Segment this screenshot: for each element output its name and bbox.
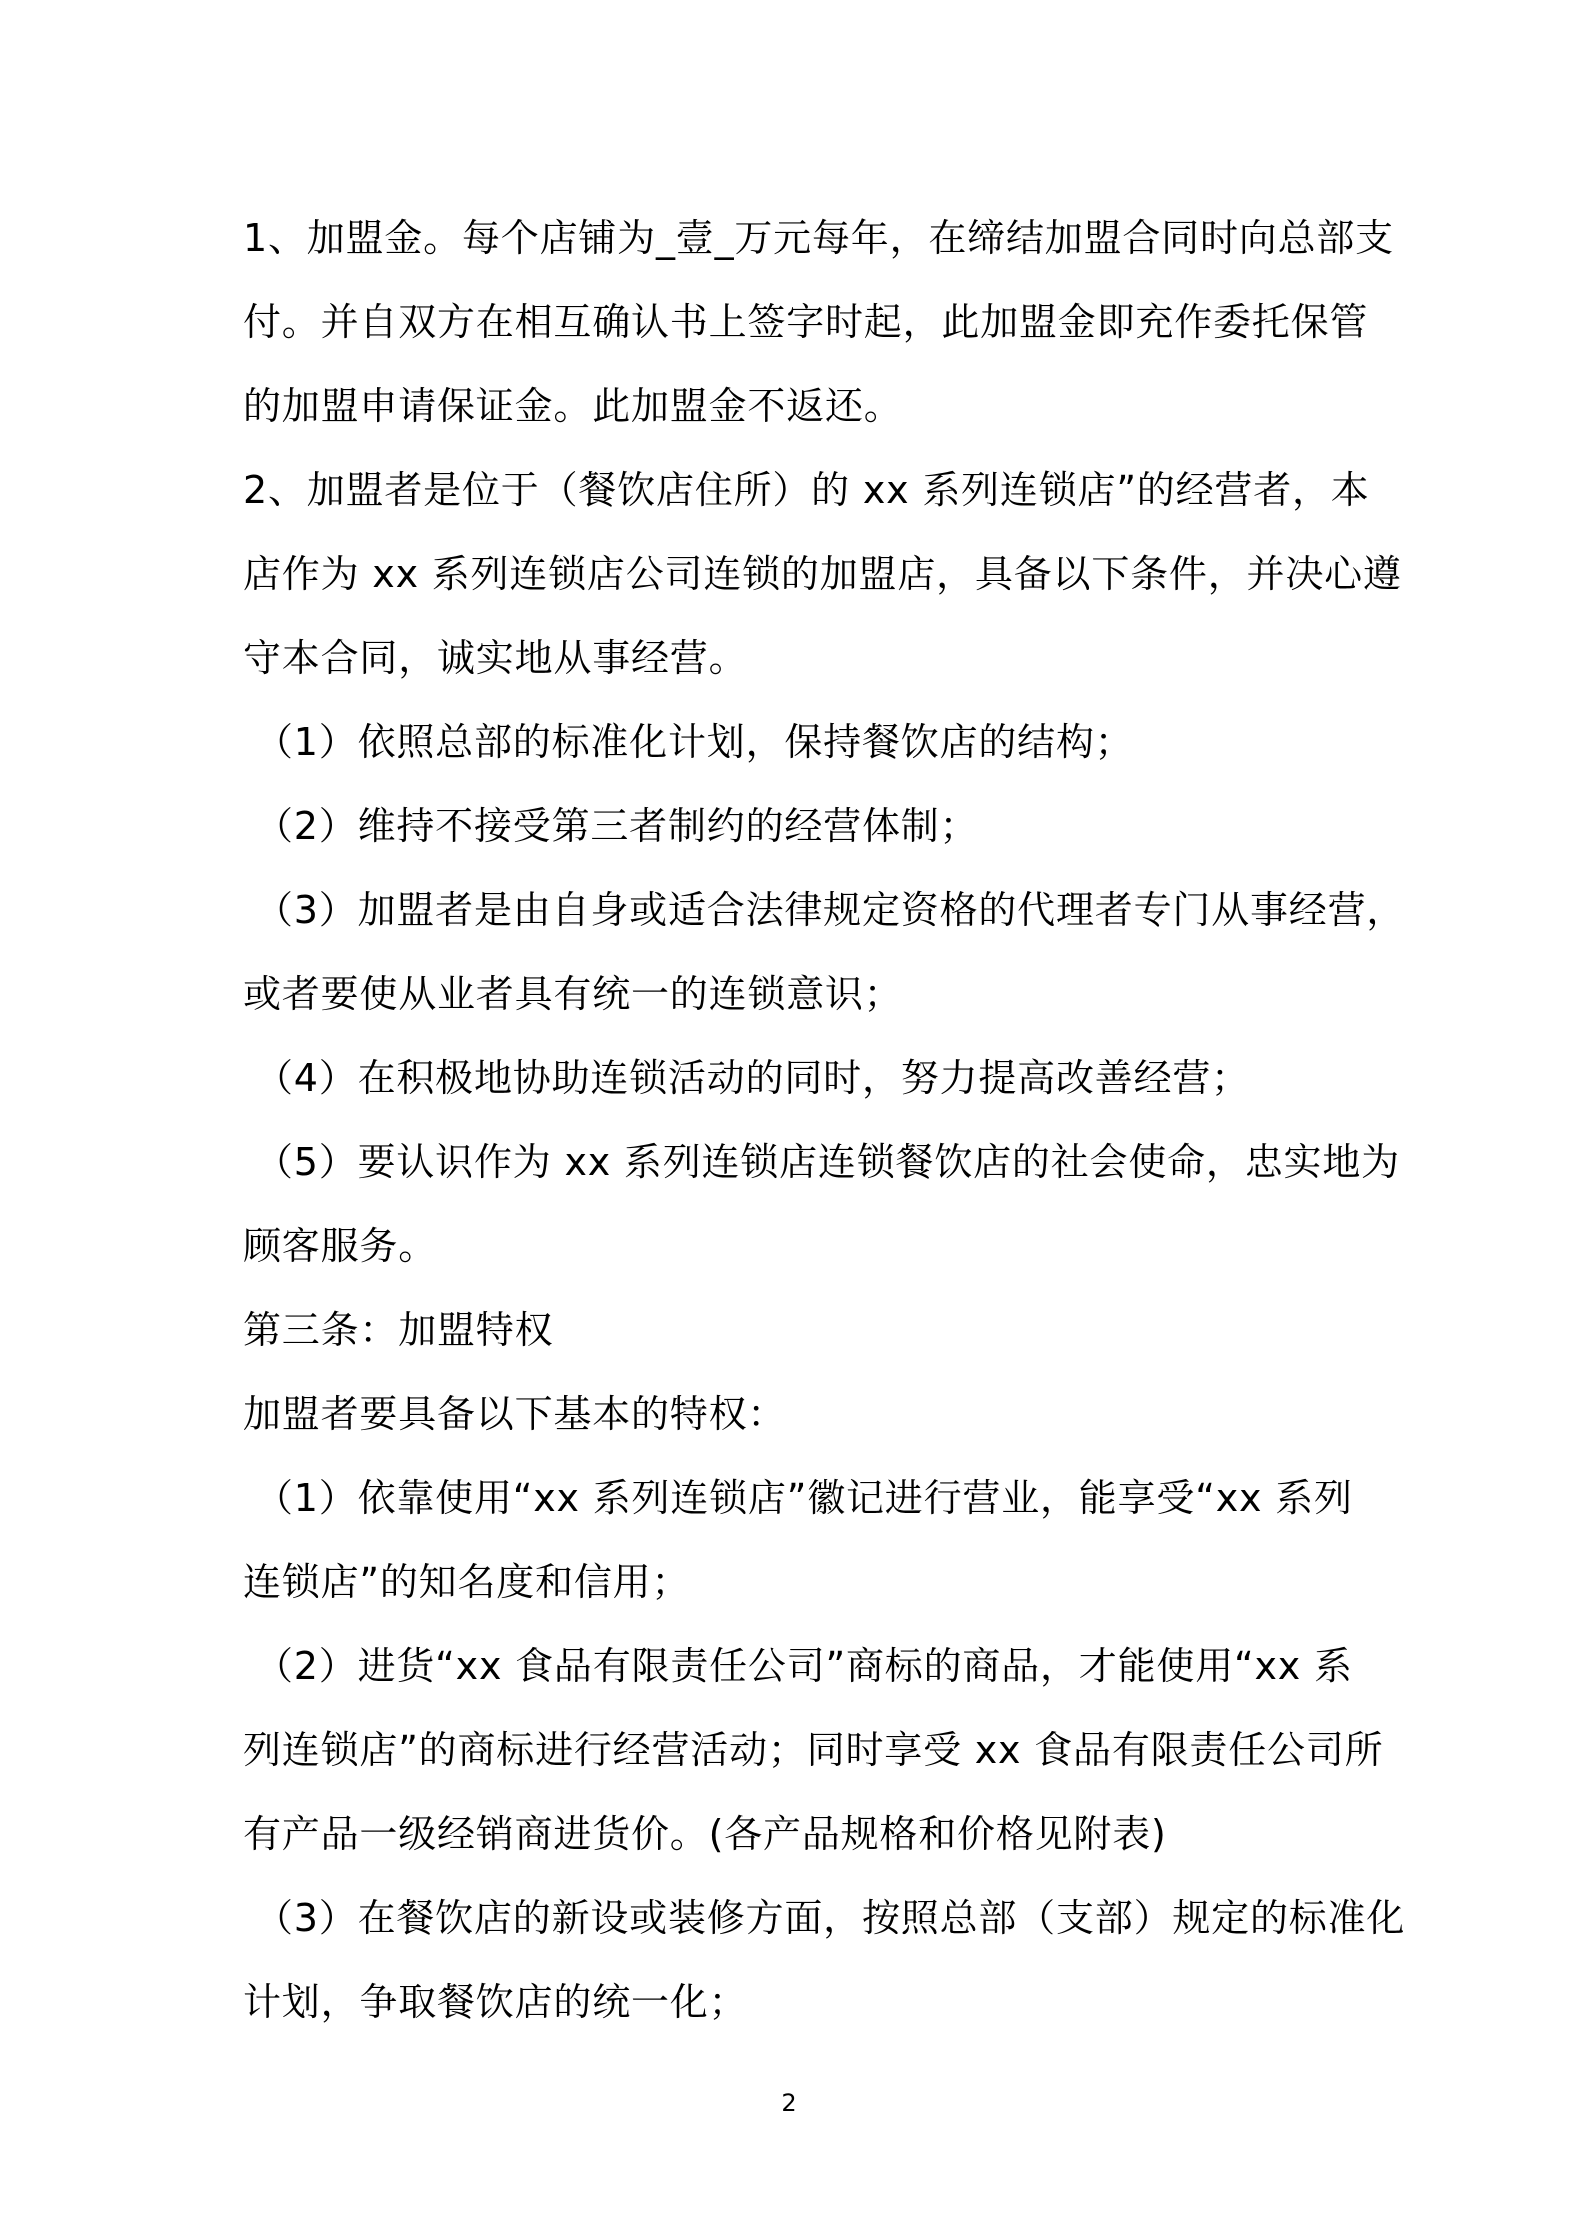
text-line: 2、加盟者是位于（餐饮店住所）的 xx 系列连锁店”的经营者，本 bbox=[243, 468, 1370, 512]
text-line: 列连锁店”的商标进行经营活动；同时享受 xx 食品有限责任公司所 bbox=[243, 1728, 1384, 1772]
text-line: 加盟者要具备以下基本的特权： bbox=[243, 1392, 787, 1436]
text-line: 1、加盟金。每个店铺为_壹_万元每年，在缔结加盟合同时向总部支 bbox=[243, 216, 1394, 260]
list-item: （2）进货“xx 食品有限责任公司”商标的商品，才能使用“xx 系 bbox=[255, 1644, 1353, 1688]
list-item: （3）加盟者是由自身或适合法律规定资格的代理者专门从事经营， bbox=[255, 888, 1406, 932]
list-item: （5）要认识作为 xx 系列连锁店连锁餐饮店的社会使命，忠实地为 bbox=[255, 1140, 1400, 1184]
section-heading: 第三条：加盟特权 bbox=[243, 1308, 554, 1352]
page-number: 2 bbox=[781, 2089, 797, 2117]
text-line: 付。并自双方在相互确认书上签字时起，此加盟金即充作委托保管 bbox=[243, 300, 1369, 344]
text-line: 有产品一级经销商进货价。(各产品规格和价格见附表) bbox=[243, 1812, 1167, 1856]
list-item: （1）依照总部的标准化计划，保持餐饮店的结构； bbox=[255, 720, 1134, 764]
text-line: 连锁店”的知名度和信用； bbox=[243, 1560, 691, 1604]
list-item: （4）在积极地协助连锁活动的同时，努力提高改善经营； bbox=[255, 1056, 1250, 1100]
text-line: 顾客服务。 bbox=[243, 1224, 438, 1268]
text-line: 守本合同，诚实地从事经营。 bbox=[243, 636, 748, 680]
text-line: 的加盟申请保证金。此加盟金不返还。 bbox=[243, 384, 903, 428]
text-line: 店作为 xx 系列连锁店公司连锁的加盟店，具备以下条件，并决心遵 bbox=[243, 552, 1402, 596]
list-item: （1）依靠使用“xx 系列连锁店”徽记进行营业，能享受“xx 系列 bbox=[255, 1476, 1353, 1520]
text-line: 或者要使从业者具有统一的连锁意识； bbox=[243, 972, 903, 1016]
text-line: 计划，争取餐饮店的统一化； bbox=[243, 1980, 748, 2024]
list-item: （2）维持不接受第三者制约的经营体制； bbox=[255, 804, 979, 848]
list-item: （3）在餐饮店的新设或装修方面，按照总部（支部）规定的标准化 bbox=[255, 1896, 1406, 1940]
document-body bbox=[243, 196, 1406, 2044]
